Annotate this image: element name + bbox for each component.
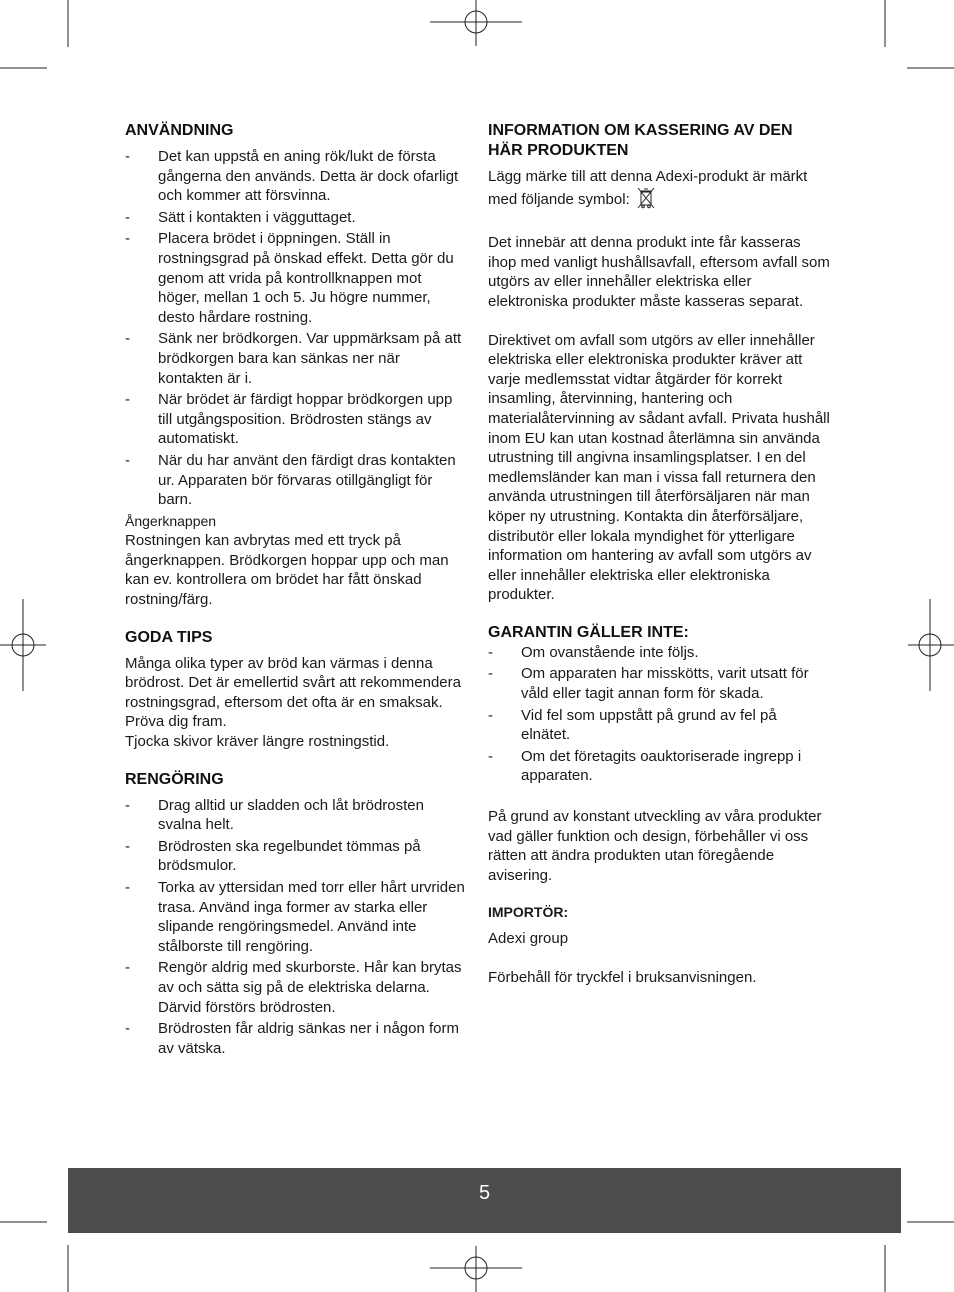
- section-importor: [488, 903, 830, 987]
- disclaimer: Förbehåll för tryckfel i bruksanvisningen.: [488, 969, 757, 986]
- list-dash: -: [488, 665, 493, 683]
- paragraph: Det innebär att denna produkt inte får kasseras ihop med vanligt hushållsavfall, eftersom avfall som utgörs av eller innehåller elektriska eller elektroniska produkter måste kasseras separat.: [488, 234, 830, 310]
- section-heading: IMPORTÖR:: [488, 904, 569, 921]
- list-item: - Om det företagits oauktoriserade ingrepp i apparaten.: [488, 747, 802, 785]
- usage-list: [125, 147, 467, 510]
- right-column: [488, 121, 830, 988]
- section-heading: ANVÄNDNING: [125, 122, 234, 139]
- paragraph: Rostningen kan avbrytas med ett tryck på ångerknappen. Brödkorgen hoppar upp och man kan ev. kontrollera om brödet har fått önskad rostning/färg.: [125, 532, 449, 609]
- page-number: 5: [478, 1182, 491, 1204]
- paragraph: Direktivet om avfall som utgörs av eller innehåller elektriska eller elektroniska produkter kräver att varje medlemsstat vidtar åtgärder för korrekt insamling, återvinning, hantering och materialåtervinning av sådant avfall. Privata hushåll inom EU kan utan kostnad återlämna sin använda utrustning till angivna insamlingsplatser. I en del medlemsländer kan man i vissa fall returnera den använda utrustningen till återförsäljaren när man köper ny utrustning. Kontakta din återförsäljare, distributör eller lokala myndighet för ytterligare information om hantering av avfall som utgörs av eller innehåller elektriska eller elektroniska produkter.: [488, 331, 830, 604]
- list-item: - Det kan uppstå en aning rök/lukt de första gångerna den används. Detta är dock ofarligt och kommer att försvinna.: [125, 148, 459, 205]
- section-rengoring: [125, 770, 467, 1059]
- list-dash: -: [125, 837, 130, 855]
- registration-mark-left: [0, 599, 46, 691]
- list-item: - Torka av yttersidan med torr eller hårt urvriden trasa. Använd inga former av starka eller slipande rengöringsmedel. Använd inte stålborste till rengöring.: [125, 879, 465, 955]
- list-item: - När brödet är färdigt hoppar brödkorgen upp till utgångsposition. Brödrosten stängs av automatiskt.: [125, 391, 453, 448]
- registration-mark-bottom: [430, 1246, 522, 1292]
- section-garanti: [488, 623, 830, 886]
- paragraph: Tjocka skivor kräver längre rostningstid.: [125, 733, 390, 751]
- registration-mark-top: [430, 0, 522, 46]
- crossed-out-wheelie-bin-icon: [637, 187, 655, 215]
- cleaning-list: [125, 796, 467, 1059]
- paragraph: Lägg märke till att denna Adexi-produkt är märkt med följande symbol:: [488, 167, 830, 214]
- list-item: - Brödrosten får aldrig sänkas ner i någon form av vätska.: [125, 1020, 459, 1057]
- list-dash: -: [125, 451, 130, 469]
- list-dash: -: [125, 208, 130, 226]
- section-goda-tips: [125, 628, 467, 752]
- list-dash: -: [488, 747, 493, 765]
- paragraph: Många olika typer av bröd kan värmas i denna brödrost. Det är emellertid svårt att rekommendera rostningsgrad, eftersom det ofta är en smaksak. Pröva dig fram.: [125, 654, 461, 731]
- list-item: - Drag alltid ur sladden och låt brödrosten svalna helt.: [125, 796, 424, 834]
- list-dash: -: [488, 643, 493, 661]
- list-item: - När du har använt den färdigt dras kontakten ur. Apparaten bör förvaras otillgängligt för barn.: [125, 451, 456, 509]
- list-item: - Vid fel som uppstått på grund av fel på elnätet.: [488, 706, 777, 744]
- section-heading: GODA TIPS: [125, 628, 213, 646]
- list-dash: -: [125, 148, 130, 165]
- list-dash: -: [488, 706, 493, 724]
- paragraph: På grund av konstant utveckling av våra produkter vad gäller funktion och design, förbehåller vi oss rätten att ändra produkten utan föregående avisering.: [488, 808, 822, 884]
- company-name: Adexi group: [488, 930, 569, 948]
- list-item: - Om ovanstående inte följs.: [488, 643, 699, 661]
- list-item: - Om apparaten har misskötts, varit utsatt för våld eller tagit annan form för skada.: [488, 665, 809, 703]
- list-dash: -: [125, 1020, 130, 1038]
- section-heading: RENGÖRING: [125, 770, 224, 788]
- section-heading: GARANTIN GÄLLER INTE:: [488, 623, 689, 641]
- footer-bar: [68, 1168, 901, 1233]
- list-item: - Placera brödet i öppningen. Ställ in rostningsgrad på önskad effekt. Detta gör du genom att vrida på kontrollknappen mot höger, mellan 1 och 5. Ju högre nummer, desto hårdare rostning.: [125, 230, 454, 326]
- warranty-list: [488, 643, 830, 786]
- list-item: - Brödrosten ska regelbundet tömmas på brödsmulor.: [125, 837, 421, 875]
- list-dash: -: [125, 230, 130, 248]
- section-kassering: [488, 121, 830, 605]
- section-anvandning: [125, 121, 467, 610]
- list-dash: -: [125, 796, 130, 814]
- list-dash: -: [125, 391, 130, 409]
- list-item: - Rengör aldrig med skurborste. Hår kan brytas av och sätta sig på de elektriska delarna. Därvid förstörs brödrosten.: [125, 959, 462, 1016]
- list-dash: -: [125, 959, 130, 977]
- registration-mark-right: [908, 599, 954, 691]
- subheading-angerknappen: Ångerknappen: [125, 512, 217, 529]
- list-dash: -: [125, 879, 130, 896]
- list-item: - Sänk ner brödkorgen. Var uppmärksam på att brödkorgen bara kan sänkas ner när kontakten är i.: [125, 330, 462, 387]
- list-dash: -: [125, 330, 130, 348]
- left-column: [125, 121, 467, 1060]
- list-item: - Sätt i kontakten i vägguttaget.: [125, 208, 356, 226]
- section-heading: INFORMATION OM KASSERING AV DEN HÄR PRODUKTEN: [488, 122, 793, 159]
